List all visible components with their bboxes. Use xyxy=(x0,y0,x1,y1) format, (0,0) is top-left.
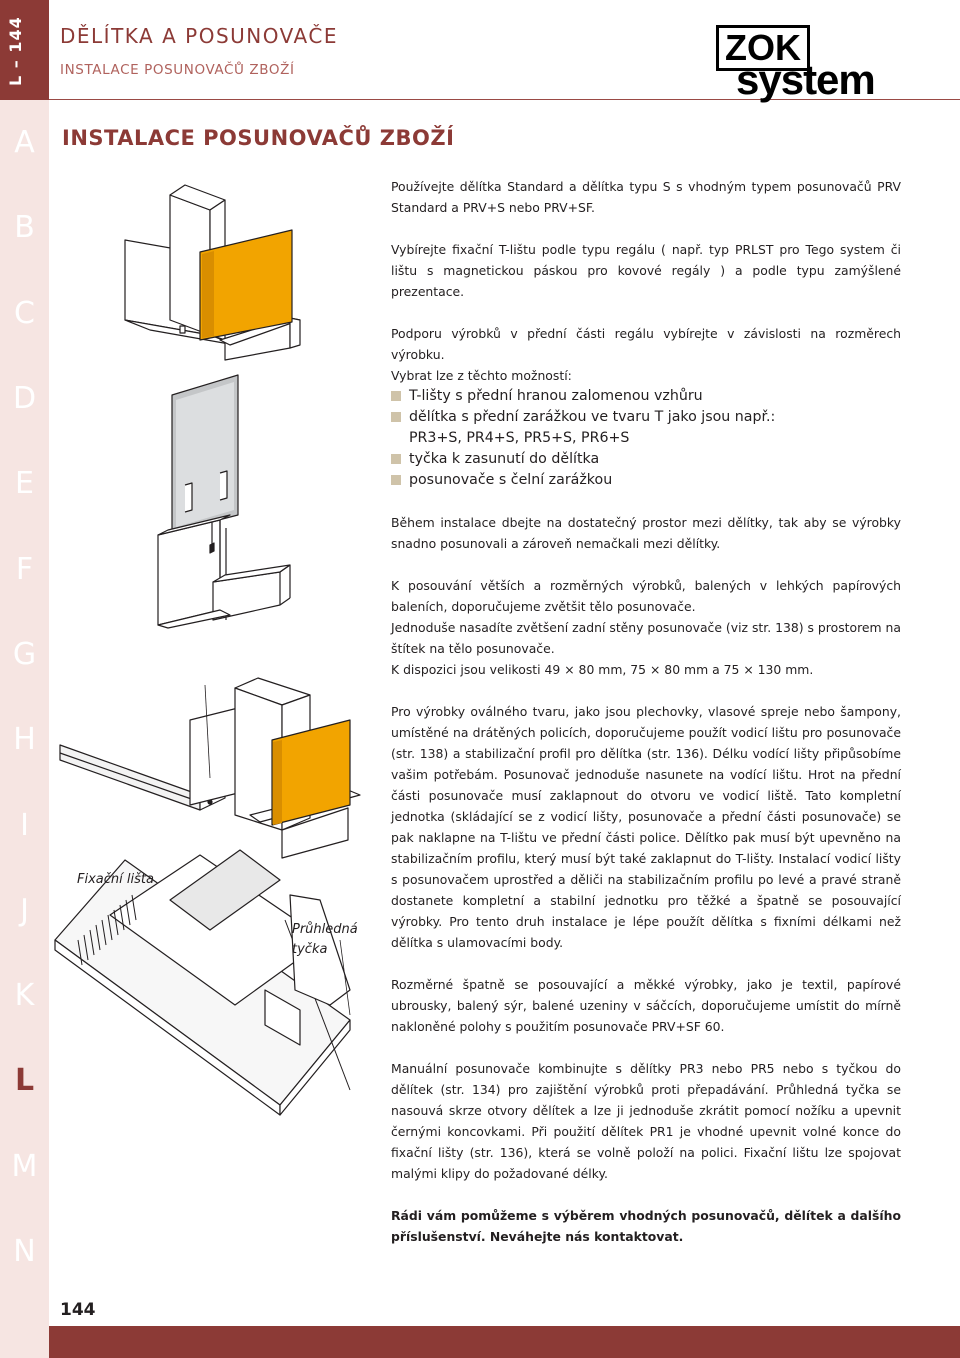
list-item-text: T-lišty s přední hranou zalomenou vzhůru xyxy=(409,388,703,404)
caption-rod-line1: Průhledná xyxy=(292,922,358,937)
caption-rod-line2: tyčka xyxy=(292,942,328,957)
list-item xyxy=(391,407,901,428)
index-letter-h: H xyxy=(13,722,36,758)
list-item xyxy=(391,449,901,470)
index-letter-l: L xyxy=(14,1063,35,1099)
list-item-text: posunovače s čelní zarážkou xyxy=(409,472,613,488)
index-letter-k: K xyxy=(14,978,35,1014)
list-item-text: tyčka k zasunutí do dělítka xyxy=(409,451,600,467)
list-item xyxy=(391,386,901,407)
index-letter-e: E xyxy=(15,466,34,502)
index-letter-b: B xyxy=(14,210,35,246)
paragraph-8: Manuální posunovače kombinujte s dělítky PR3 nebo PR5 nebo s tyčkou do dělítek (str. 134) pro zajištění výrobků proti přepadávání. Průhledná tyčka se nasouvá skrze otvory dělítek a lze ji jednoduše zkrátit pomocí nožíku a upevnit černými koncovkami. Při použití dělítek PR1 je vhodné upevnit volné konce do fixační lišty (str. 136), která se volně položí na polici. Fixační lištu lze spojovat malými klipy do požadované délky. xyxy=(391,1061,901,1181)
index-letter-f: F xyxy=(15,551,34,587)
section-title: INSTALACE POSUNOVAČŮ ZBOŽÍ xyxy=(62,126,455,150)
bullet-square-icon xyxy=(391,412,401,422)
logo-system: system xyxy=(736,56,875,103)
illustration-column xyxy=(50,150,380,1130)
bullet-square-icon xyxy=(391,391,401,401)
body-text xyxy=(391,176,901,1247)
paragraph-7: Rozměrné špatně se posouvající a měkké výrobky, jako je textil, papírové ubrousky, balený sýr, balené uzeniny v sáčcích, doporučujeme umístit do mírně nakloněné polohy s použitím posunovače PRV+SF 60. xyxy=(391,977,901,1034)
index-letter-i: I xyxy=(20,807,29,843)
bullet-square-icon xyxy=(391,454,401,464)
paragraph-5b: Jednoduše nasadíte zvětšení zadní stěny posunovače (viz str. 138) s prostorem na štítek na tělo posunovače. xyxy=(391,620,901,656)
paragraph-1: Používejte dělítka Standard a dělítka typu S s vhodným typem posunovačů PRV Standard a PRV+S nebo PRV+SF. xyxy=(391,179,901,215)
zok-system-logo xyxy=(716,25,908,103)
logo-zok: ZOK xyxy=(716,25,810,71)
paragraph-4: Během instalace dbejte na dostatečný prostor mezi dělítky, tak aby se výrobky snadno posunovali a zároveň nemačkali mezi dělítky. xyxy=(391,515,901,551)
list-item-text: dělítka s přední zarážkou ve tvaru T jako jsou např.: xyxy=(409,409,776,425)
index-letter-n: N xyxy=(13,1234,36,1269)
pusher-illustration-2 xyxy=(158,375,290,628)
caption-fixation-rail: Fixační lišta xyxy=(77,872,154,887)
contact-paragraph: Rádi vám pomůžeme s výběrem vhodných posunovačů, dělítek a dalšího příslušenství. Neváhejte nás kontaktovat. xyxy=(391,1208,901,1244)
letter-index xyxy=(0,100,49,1294)
bullet-square-icon xyxy=(391,475,401,485)
footer-bar xyxy=(49,1326,960,1358)
index-letter-c: C xyxy=(14,295,35,331)
paragraph-2: Vybírejte fixační T-lištu podle typu regálu ( např. typ PRLST pro Tego system či lištu s magnetickou páskou pro kovové regály ) a podle typu zamýšlené prezentace. xyxy=(391,242,901,299)
index-letter-g: G xyxy=(12,636,37,672)
index-letter-j: J xyxy=(20,892,29,928)
index-letter-d: D xyxy=(12,381,37,417)
list-item xyxy=(391,470,901,491)
sidebar-index xyxy=(0,0,49,1358)
paragraph-6: Pro výrobky oválného tvaru, jako jsou plechovky, vlasové spreje nebo šampony, umístěné na drátěných policích, doporučujeme použít vodicí lištu pro posunovače (str. 138) a stabilizační profil pro dělítka (str. 136). Délku vodící lišty připůsobíme vašim potřebám. Posunovač jednoduše nasunete na vodící lištu. Hrot na přední části posunovače musí zaklapnout do otvoru ve vodicí liště. Tato kompletní jednotka (skládající se z vodicí lišty, posunovače a přední části posunovače) se pak naklapne na T-lištu ve přední části police. Dělítko pak musí být upevněno na stabilizačním profilu, který musí být také zaklapnut do T-lišty. Instalací vodicí lišty s posunovačem uprostřed a děliči na stabilizačním profilu po levé a pravé straně dostanete kompletní a stabilní jednotku pro těžké a špatně se posouvající výrobky. Pro tento druh instalace je lépe použít dělítka s fixními délkami než dělítka s ulamovacími body. xyxy=(391,704,901,950)
index-letter-m: M xyxy=(11,1148,38,1184)
paragraph-5a: K posouvání větších a rozměrných výrobků, balených v lehkých papírových baleních, doporučujeme zvětšit tělo posunovače. xyxy=(391,578,901,614)
page-number: 144 xyxy=(60,1300,96,1320)
paragraph-3a: Podporu výrobků v přední části regálu vybírejte v závislosti na rozměrech výrobku. xyxy=(391,326,901,362)
page-tab xyxy=(0,0,49,100)
paragraph-3b: Vybrat lze z těchto možností: xyxy=(391,368,572,383)
chapter-subtitle: INSTALACE POSUNOVAČŮ ZBOŽÍ xyxy=(60,62,295,78)
index-letter-a: A xyxy=(14,125,35,161)
page-tab-label: L – 144 xyxy=(6,16,25,86)
rod-illustration xyxy=(55,850,350,1115)
paragraph-5c: K dispozici jsou velikosti 49 × 80 mm, 75 × 80 mm a 75 × 130 mm. xyxy=(391,662,814,677)
chapter-title: DĚLÍTKA A POSUNOVAČE xyxy=(60,24,338,48)
list-item-continuation: PR3+S, PR4+S, PR5+S, PR6+S xyxy=(409,430,630,446)
